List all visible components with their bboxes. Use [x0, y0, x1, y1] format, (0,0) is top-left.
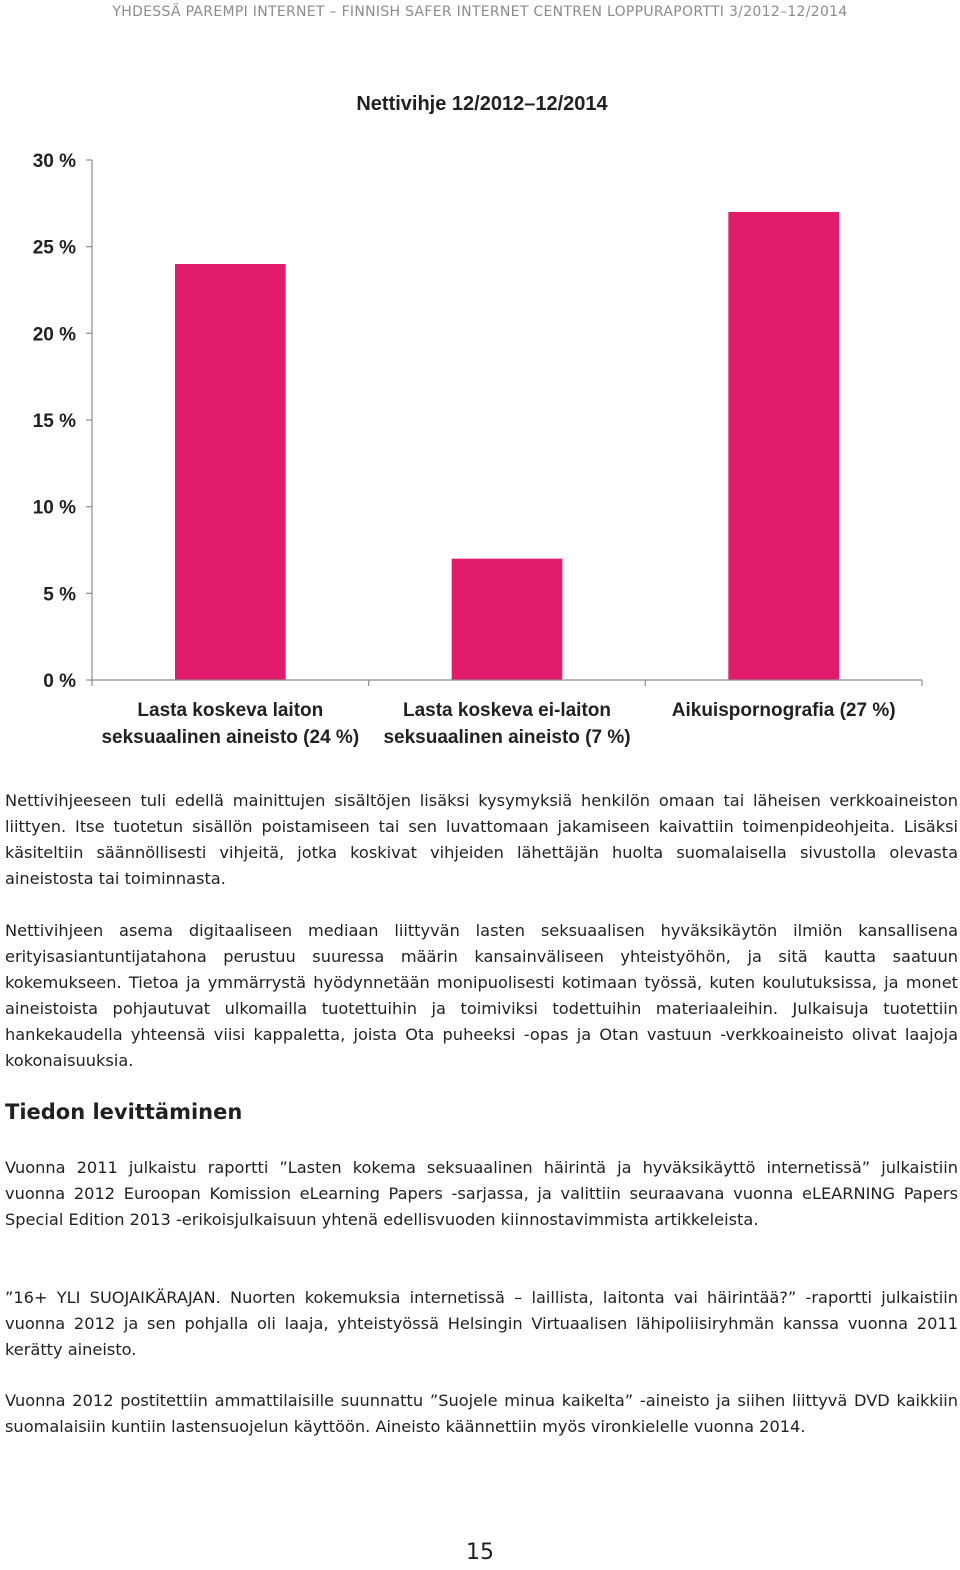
- paragraph-3: Vuonna 2011 julkaistu raportti ”Lasten kokema seksuaalinen häirintä ja hyväksikäyttö internetissä” julkaistiin vuonna 2012 Euroopan Komission eLearning Papers -sarjassa, ja valittiin seuraavana vuonna eLEARNING Papers Special Edition 2013 -erikoisjulkaisuun yhtenä edellisvuoden kiinnostavimmista artikkeleista.: [5, 1158, 958, 1229]
- chart-title: Nettivihje 12/2012–12/2014: [356, 93, 608, 115]
- y-tick-label: 10 %: [32, 497, 76, 519]
- x-axis: [92, 680, 922, 748]
- bar: [452, 559, 563, 680]
- y-axis: [33, 151, 92, 692]
- section-heading: Tiedon levittäminen: [5, 1100, 243, 1124]
- y-tick-label: 5 %: [43, 584, 76, 606]
- x-category-label: Lasta koskeva laiton: [137, 700, 324, 721]
- running-header: YHDESSÄ PAREMPI INTERNET – FINNISH SAFER INTERNET CENTREN LOPPURAPORTTI 3/2012–12/2014: [112, 4, 848, 20]
- y-tick-label: 30 %: [32, 151, 76, 172]
- bar-chart: [0, 80, 960, 760]
- x-category-label: seksuaalinen aineisto (24 %): [101, 727, 360, 748]
- y-tick-label: 15 %: [32, 411, 76, 432]
- paragraph-1: Nettivihjeeseen tuli edellä mainittujen sisältöjen lisäksi kysymyksiä henkilön omaan tai läheisen verkkoaineiston liittyen. Itse tuotetun sisällön poistamiseen tai sen luvattomaan jakamiseen kaivattiin toimenpideohjeita. Lisäksi käsiteltiin säännöllisesti vihjeitä, jotka koskivat vihjeiden lähettäjän huolta suomalaisella sivustolla olevasta aineistosta tai toiminnasta.: [5, 791, 958, 888]
- bar: [728, 212, 839, 680]
- paragraph-4: ”16+ YLI SUOJAIKÄRAJAN. Nuorten kokemuksia internetissä – laillista, laitonta vai häirintää?” -raportti julkaistiin vuonna 2012 ja sen pohjalla oli laaja, yhteistyössä Helsingin Virtuaalisen lähipoliisiryhmän kanssa vuonna 2011 kerätty aineisto.: [5, 1288, 958, 1359]
- y-tick-label: 20 %: [32, 324, 76, 346]
- x-category-label: seksuaalinen aineisto (7 %): [383, 727, 631, 748]
- bar: [175, 264, 286, 680]
- page-number: 15: [466, 1540, 494, 1565]
- x-category-label: Lasta koskeva ei-laiton: [402, 700, 612, 721]
- y-tick-label: 0 %: [43, 671, 76, 692]
- paragraph-5: Vuonna 2012 postitettiin ammattilaisille suunnattu ”Suojele minua kaikelta” -aineisto ja siihen liittyvä DVD kaikkiin suomalaisiin kuntiin lastensuojelun käyttöön. Aineisto käännettiin myös vironkielelle vuonna 2014.: [5, 1391, 958, 1436]
- bars: [175, 212, 839, 680]
- paragraph-2: Nettivihjeen asema digitaaliseen mediaan liittyvän lasten seksuaalisen hyväksikäytön ilmiön kansallisena erityisasiantuntijatahona perustuu suuressa määrin kansainväliseen yhteistyöhön, ja sitä kautta saatuun kokemukseen. Tietoa ja ymmärrystä hyödynnetään monipuolisesti kotimaan työssä, kuten koulutuksissa, ja monet aineistoista pohjautuvat ulkomailla tuotettuihin ja toimiviksi todettuihin materiaaleihin. Julkaisuja tuotettiin hankekaudella yhteensä viisi kappaletta, joista Ota puheeksi -opas ja Otan vastuun -verkkoaineisto olivat laajoja kokonaisuuksia.: [5, 921, 958, 1070]
- y-tick-label: 25 %: [32, 237, 76, 259]
- x-category-label: Aikuispornografia (27 %): [671, 700, 896, 721]
